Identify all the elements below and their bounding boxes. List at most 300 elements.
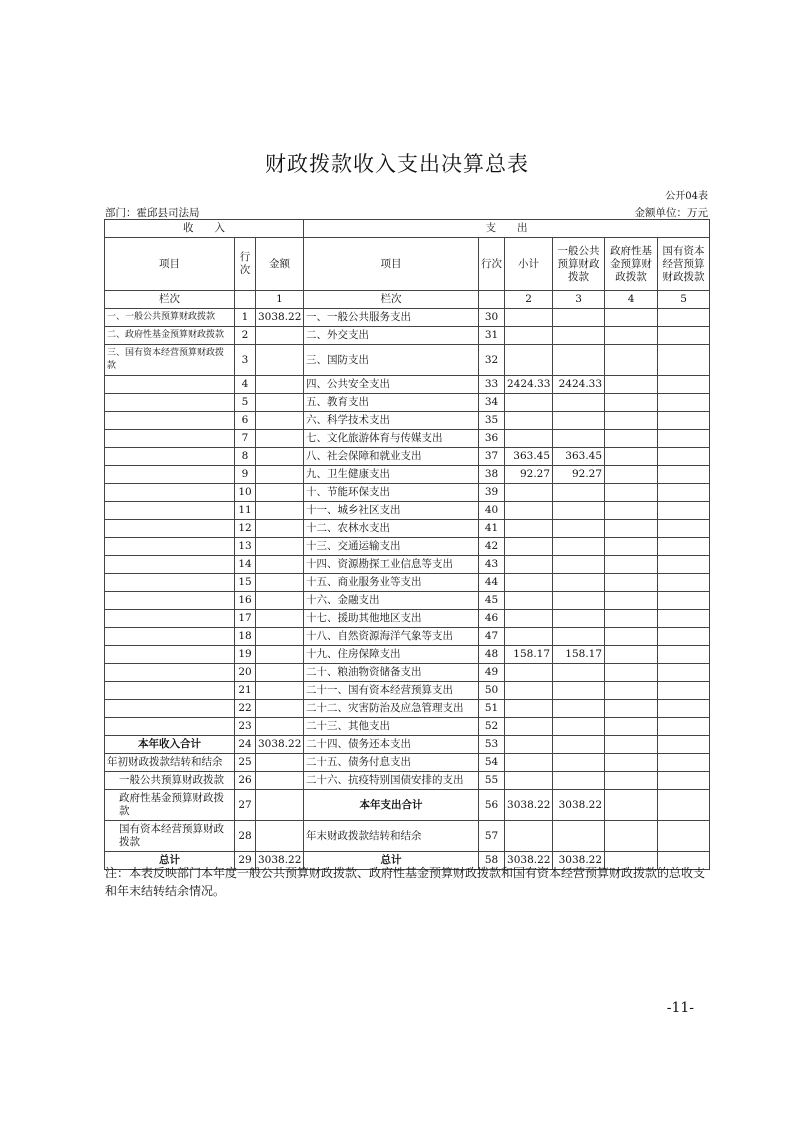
expense-group-header: 支 出	[304, 220, 710, 238]
income-amount	[256, 466, 304, 484]
expense-line: 52	[479, 718, 505, 736]
subtotal-amount	[505, 628, 553, 646]
expense-item: 八、社会保障和就业支出	[304, 448, 479, 466]
expense-item: 五、教育支出	[304, 394, 479, 412]
income-item: 政府性基金预算财政拨款	[105, 790, 235, 821]
income-line: 23	[235, 718, 256, 736]
income-amount	[256, 538, 304, 556]
column-number-3: 3	[553, 291, 605, 309]
income-item	[105, 574, 235, 592]
subtotal-amount	[505, 502, 553, 520]
expense-item: 二十一、国有资本经营预算支出	[304, 682, 479, 700]
gov-fund-amount	[605, 682, 658, 700]
expense-item: 二十四、债务还本支出	[304, 736, 479, 754]
table-row	[105, 610, 710, 628]
income-item	[105, 466, 235, 484]
income-line: 20	[235, 664, 256, 682]
income-line: 13	[235, 538, 256, 556]
expense-item: 十六、金融支出	[304, 592, 479, 610]
subtotal-amount	[505, 394, 553, 412]
income-line: 24	[235, 736, 256, 754]
gov-fund-amount	[605, 790, 658, 821]
expense-line: 43	[479, 556, 505, 574]
state-owned-amount	[658, 430, 710, 448]
expense-item: 十三、交通运输支出	[304, 538, 479, 556]
expense-item: 二、外交支出	[304, 327, 479, 345]
subtotal-amount	[505, 736, 553, 754]
appropriation-table	[104, 219, 710, 870]
subtotal-amount	[505, 772, 553, 790]
general-budget-amount	[553, 538, 605, 556]
gov-fund-amount	[605, 821, 658, 852]
income-amount	[256, 345, 304, 376]
general-budget-amount	[553, 682, 605, 700]
expense-line: 56	[479, 790, 505, 821]
gov-fund-amount	[605, 772, 658, 790]
gov-fund-amount	[605, 394, 658, 412]
general-budget-amount: 158.17	[553, 646, 605, 664]
table-row	[105, 772, 710, 790]
general-budget-amount: 92.27	[553, 466, 605, 484]
expense-line: 49	[479, 664, 505, 682]
table-row	[105, 309, 710, 327]
expense-item: 二十二、灾害防治及应急管理支出	[304, 700, 479, 718]
general-budget-amount	[553, 502, 605, 520]
income-line: 5	[235, 394, 256, 412]
gov-fund-header: 政府性基金预算财政拨款	[605, 238, 658, 291]
state-owned-amount	[658, 772, 710, 790]
gov-fund-amount	[605, 610, 658, 628]
income-line: 10	[235, 484, 256, 502]
subtotal-amount	[505, 345, 553, 376]
subtotal-amount	[505, 309, 553, 327]
expense-line: 38	[479, 466, 505, 484]
income-line: 7	[235, 430, 256, 448]
gov-fund-amount	[605, 448, 658, 466]
subtotal-amount	[505, 592, 553, 610]
subtotal-amount	[505, 610, 553, 628]
expense-item: 三、国防支出	[304, 345, 479, 376]
income-item: 二、政府性基金预算财政拨款	[105, 327, 235, 345]
general-budget-amount	[553, 430, 605, 448]
state-owned-header: 国有资本经营预算财政拨款	[658, 238, 710, 291]
state-owned-amount	[658, 556, 710, 574]
income-line: 21	[235, 682, 256, 700]
income-amount	[256, 610, 304, 628]
expense-item: 十、节能环保支出	[304, 484, 479, 502]
income-line: 28	[235, 821, 256, 852]
income-line: 17	[235, 610, 256, 628]
state-owned-amount	[658, 484, 710, 502]
gov-fund-amount	[605, 466, 658, 484]
column-number-4: 4	[605, 291, 658, 309]
income-item	[105, 412, 235, 430]
income-item	[105, 502, 235, 520]
expense-line-header: 行次	[479, 238, 505, 291]
income-amount	[256, 821, 304, 852]
column-label-income: 栏次	[105, 291, 235, 309]
expense-line: 30	[479, 309, 505, 327]
gov-fund-amount	[605, 412, 658, 430]
general-budget-amount	[553, 394, 605, 412]
gov-fund-amount	[605, 574, 658, 592]
gov-fund-amount	[605, 430, 658, 448]
general-budget-amount: 3038.22	[553, 790, 605, 821]
gov-fund-amount	[605, 628, 658, 646]
expense-item: 四、公共安全支出	[304, 376, 479, 394]
general-budget-amount	[553, 772, 605, 790]
general-budget-amount	[553, 309, 605, 327]
expense-line: 37	[479, 448, 505, 466]
expense-item: 十八、自然资源海洋气象等支出	[304, 628, 479, 646]
table-body	[105, 309, 710, 870]
expense-line: 58	[479, 852, 505, 870]
expense-line: 36	[479, 430, 505, 448]
subtotal-amount	[505, 754, 553, 772]
state-owned-amount	[658, 754, 710, 772]
income-amount	[256, 376, 304, 394]
income-item	[105, 592, 235, 610]
income-amount: 3038.22	[256, 309, 304, 327]
subtotal-amount	[505, 556, 553, 574]
expense-item: 九、卫生健康支出	[304, 466, 479, 484]
expense-item: 十七、援助其他地区支出	[304, 610, 479, 628]
state-owned-amount	[658, 664, 710, 682]
income-amount	[256, 790, 304, 821]
income-amount	[256, 646, 304, 664]
gov-fund-amount	[605, 700, 658, 718]
income-item-header: 项目	[105, 238, 235, 291]
subtotal-amount	[505, 520, 553, 538]
gov-fund-amount	[605, 646, 658, 664]
state-owned-amount	[658, 646, 710, 664]
expense-item: 二十五、债务付息支出	[304, 754, 479, 772]
footnote: 注：本表反映部门本年度一般公共预算财政拨款、政府性基金预算财政拨款和国有资本经营预算财政拨款的总收支和年末结转结余情况。	[105, 866, 706, 898]
general-budget-header: 一般公共预算财政拨款	[553, 238, 605, 291]
income-line: 19	[235, 646, 256, 664]
general-budget-amount	[553, 484, 605, 502]
table-row	[105, 790, 710, 821]
income-item	[105, 556, 235, 574]
page-title: 财政拨款收入支出决算总表	[265, 152, 529, 176]
income-line: 18	[235, 628, 256, 646]
gov-fund-amount	[605, 538, 658, 556]
expense-line: 40	[479, 502, 505, 520]
column-number-5: 5	[658, 291, 710, 309]
income-line: 8	[235, 448, 256, 466]
gov-fund-amount	[605, 754, 658, 772]
subtotal-amount: 158.17	[505, 646, 553, 664]
gov-fund-amount	[605, 309, 658, 327]
table-row	[105, 430, 710, 448]
expense-line: 44	[479, 574, 505, 592]
expense-item: 年末财政拨款结转和结余	[304, 821, 479, 852]
table-row	[105, 664, 710, 682]
unit-label: 金额单位：万元	[634, 207, 708, 219]
income-item: 一般公共预算财政拨款	[105, 772, 235, 790]
income-line: 27	[235, 790, 256, 821]
table-row	[105, 628, 710, 646]
income-item	[105, 682, 235, 700]
income-item	[105, 664, 235, 682]
subtotal-amount	[505, 412, 553, 430]
expense-line: 57	[479, 821, 505, 852]
state-owned-amount	[658, 736, 710, 754]
income-amount: 3038.22	[256, 736, 304, 754]
income-amount	[256, 484, 304, 502]
income-amount	[256, 327, 304, 345]
general-budget-amount	[553, 628, 605, 646]
state-owned-amount	[658, 345, 710, 376]
income-amount	[256, 520, 304, 538]
gov-fund-amount	[605, 345, 658, 376]
income-amount	[256, 448, 304, 466]
gov-fund-amount	[605, 520, 658, 538]
general-budget-amount	[553, 700, 605, 718]
general-budget-amount: 363.45	[553, 448, 605, 466]
table-row	[105, 574, 710, 592]
general-budget-amount	[553, 412, 605, 430]
form-code: 公开04表	[665, 191, 708, 202]
income-amount	[256, 664, 304, 682]
table-row	[105, 538, 710, 556]
income-line: 1	[235, 309, 256, 327]
income-amount	[256, 502, 304, 520]
income-amount	[256, 718, 304, 736]
table-row	[105, 646, 710, 664]
income-item: 一、一般公共预算财政拨款	[105, 309, 235, 327]
state-owned-amount	[658, 574, 710, 592]
income-amount	[256, 412, 304, 430]
subtotal-amount	[505, 327, 553, 345]
income-item	[105, 646, 235, 664]
column-number-2: 2	[505, 291, 553, 309]
expense-line: 54	[479, 754, 505, 772]
expense-line: 32	[479, 345, 505, 376]
income-item	[105, 394, 235, 412]
income-item	[105, 448, 235, 466]
subtotal-amount	[505, 700, 553, 718]
table-row	[105, 754, 710, 772]
gov-fund-amount	[605, 718, 658, 736]
expense-line: 33	[479, 376, 505, 394]
general-budget-amount	[553, 592, 605, 610]
income-amount	[256, 772, 304, 790]
income-item	[105, 700, 235, 718]
expense-line: 46	[479, 610, 505, 628]
income-amount	[256, 556, 304, 574]
income-line: 12	[235, 520, 256, 538]
expense-item: 十二、农林水支出	[304, 520, 479, 538]
state-owned-amount	[658, 610, 710, 628]
expense-item: 六、科学技术支出	[304, 412, 479, 430]
expense-item: 总计	[304, 852, 479, 870]
state-owned-amount	[658, 592, 710, 610]
table-row	[105, 345, 710, 376]
income-line: 22	[235, 700, 256, 718]
state-owned-amount	[658, 821, 710, 852]
expense-line: 31	[479, 327, 505, 345]
page-number: -11-	[666, 1000, 694, 1016]
table-row	[105, 484, 710, 502]
gov-fund-amount	[605, 556, 658, 574]
expense-item: 一、一般公共服务支出	[304, 309, 479, 327]
table-row	[105, 466, 710, 484]
gov-fund-amount	[605, 736, 658, 754]
department-label: 部门：霍邱县司法局	[105, 207, 200, 219]
subtotal-amount	[505, 430, 553, 448]
income-amount: 3038.22	[256, 852, 304, 870]
income-item	[105, 718, 235, 736]
income-amount	[256, 574, 304, 592]
table-row	[105, 700, 710, 718]
gov-fund-amount	[605, 664, 658, 682]
table-row	[105, 592, 710, 610]
income-item: 总计	[105, 852, 235, 870]
income-amount	[256, 700, 304, 718]
state-owned-amount	[658, 538, 710, 556]
expense-line: 42	[479, 538, 505, 556]
state-owned-amount	[658, 682, 710, 700]
gov-fund-amount	[605, 484, 658, 502]
table-row	[105, 682, 710, 700]
income-line: 14	[235, 556, 256, 574]
subtotal-amount	[505, 821, 553, 852]
state-owned-amount	[658, 502, 710, 520]
subtotal-amount	[505, 664, 553, 682]
general-budget-amount	[553, 556, 605, 574]
subtotal-amount	[505, 484, 553, 502]
state-owned-amount	[658, 327, 710, 345]
general-budget-amount	[553, 718, 605, 736]
income-line: 11	[235, 502, 256, 520]
subtotal-amount: 92.27	[505, 466, 553, 484]
subtotal-amount: 3038.22	[505, 790, 553, 821]
expense-line: 55	[479, 772, 505, 790]
subtotal-amount: 2424.33	[505, 376, 553, 394]
expense-item: 二十六、抗疫特别国债安排的支出	[304, 772, 479, 790]
general-budget-amount	[553, 754, 605, 772]
income-item	[105, 628, 235, 646]
table-row	[105, 448, 710, 466]
income-item	[105, 610, 235, 628]
expense-line: 51	[479, 700, 505, 718]
gov-fund-amount	[605, 592, 658, 610]
income-line: 6	[235, 412, 256, 430]
income-line: 3	[235, 345, 256, 376]
expense-item: 十五、商业服务业等支出	[304, 574, 479, 592]
income-amount	[256, 754, 304, 772]
general-budget-amount	[553, 327, 605, 345]
expense-item: 本年支出合计	[304, 790, 479, 821]
general-budget-amount	[553, 664, 605, 682]
income-item	[105, 430, 235, 448]
table-row	[105, 736, 710, 754]
expense-line: 45	[479, 592, 505, 610]
table-row	[105, 376, 710, 394]
subtotal-amount	[505, 574, 553, 592]
income-item	[105, 376, 235, 394]
state-owned-amount	[658, 466, 710, 484]
expense-item-header: 项目	[304, 238, 479, 291]
state-owned-amount	[658, 376, 710, 394]
income-amount	[256, 430, 304, 448]
subtotal-amount	[505, 718, 553, 736]
subtotal-amount	[505, 682, 553, 700]
income-group-header: 收 入	[105, 220, 304, 238]
income-line: 16	[235, 592, 256, 610]
income-item	[105, 484, 235, 502]
expense-item: 十九、住房保障支出	[304, 646, 479, 664]
table-row	[105, 556, 710, 574]
expense-line: 41	[479, 520, 505, 538]
column-label-expense: 栏次	[304, 291, 479, 309]
subtotal-amount: 3038.22	[505, 852, 553, 870]
general-budget-amount	[553, 610, 605, 628]
income-amount	[256, 592, 304, 610]
income-line: 15	[235, 574, 256, 592]
gov-fund-amount	[605, 502, 658, 520]
income-amount	[256, 394, 304, 412]
general-budget-amount	[553, 520, 605, 538]
income-item: 本年收入合计	[105, 736, 235, 754]
table-row	[105, 520, 710, 538]
income-item: 国有资本经营预算财政拨款	[105, 821, 235, 852]
expense-line: 48	[479, 646, 505, 664]
income-line: 29	[235, 852, 256, 870]
expense-line: 39	[479, 484, 505, 502]
general-budget-amount	[553, 736, 605, 754]
expense-line: 53	[479, 736, 505, 754]
state-owned-amount	[658, 448, 710, 466]
subtotal-header: 小计	[505, 238, 553, 291]
general-budget-amount	[553, 821, 605, 852]
income-amount	[256, 628, 304, 646]
income-line: 2	[235, 327, 256, 345]
table-row	[105, 327, 710, 345]
general-budget-amount: 2424.33	[553, 376, 605, 394]
income-line: 4	[235, 376, 256, 394]
general-budget-amount	[553, 345, 605, 376]
state-owned-amount	[658, 700, 710, 718]
table-row	[105, 502, 710, 520]
income-line: 9	[235, 466, 256, 484]
income-item: 年初财政拨款结转和结余	[105, 754, 235, 772]
income-item: 三、国有资本经营预算财政拨款	[105, 345, 235, 376]
income-amount	[256, 682, 304, 700]
state-owned-amount	[658, 790, 710, 821]
state-owned-amount	[658, 628, 710, 646]
income-line: 26	[235, 772, 256, 790]
general-budget-amount: 3038.22	[553, 852, 605, 870]
expense-item: 十一、城乡社区支出	[304, 502, 479, 520]
state-owned-amount	[658, 718, 710, 736]
gov-fund-amount	[605, 376, 658, 394]
expense-item: 七、文化旅游体育与传媒支出	[304, 430, 479, 448]
income-item	[105, 538, 235, 556]
state-owned-amount	[658, 520, 710, 538]
income-amount-header: 金额	[256, 238, 304, 291]
table-row	[105, 821, 710, 852]
subtotal-amount: 363.45	[505, 448, 553, 466]
income-item	[105, 520, 235, 538]
column-number-1: 1	[256, 291, 304, 309]
income-line-header: 行次	[235, 238, 256, 291]
table-row	[105, 394, 710, 412]
state-owned-amount	[658, 394, 710, 412]
expense-line: 50	[479, 682, 505, 700]
expense-item: 二十三、其他支出	[304, 718, 479, 736]
